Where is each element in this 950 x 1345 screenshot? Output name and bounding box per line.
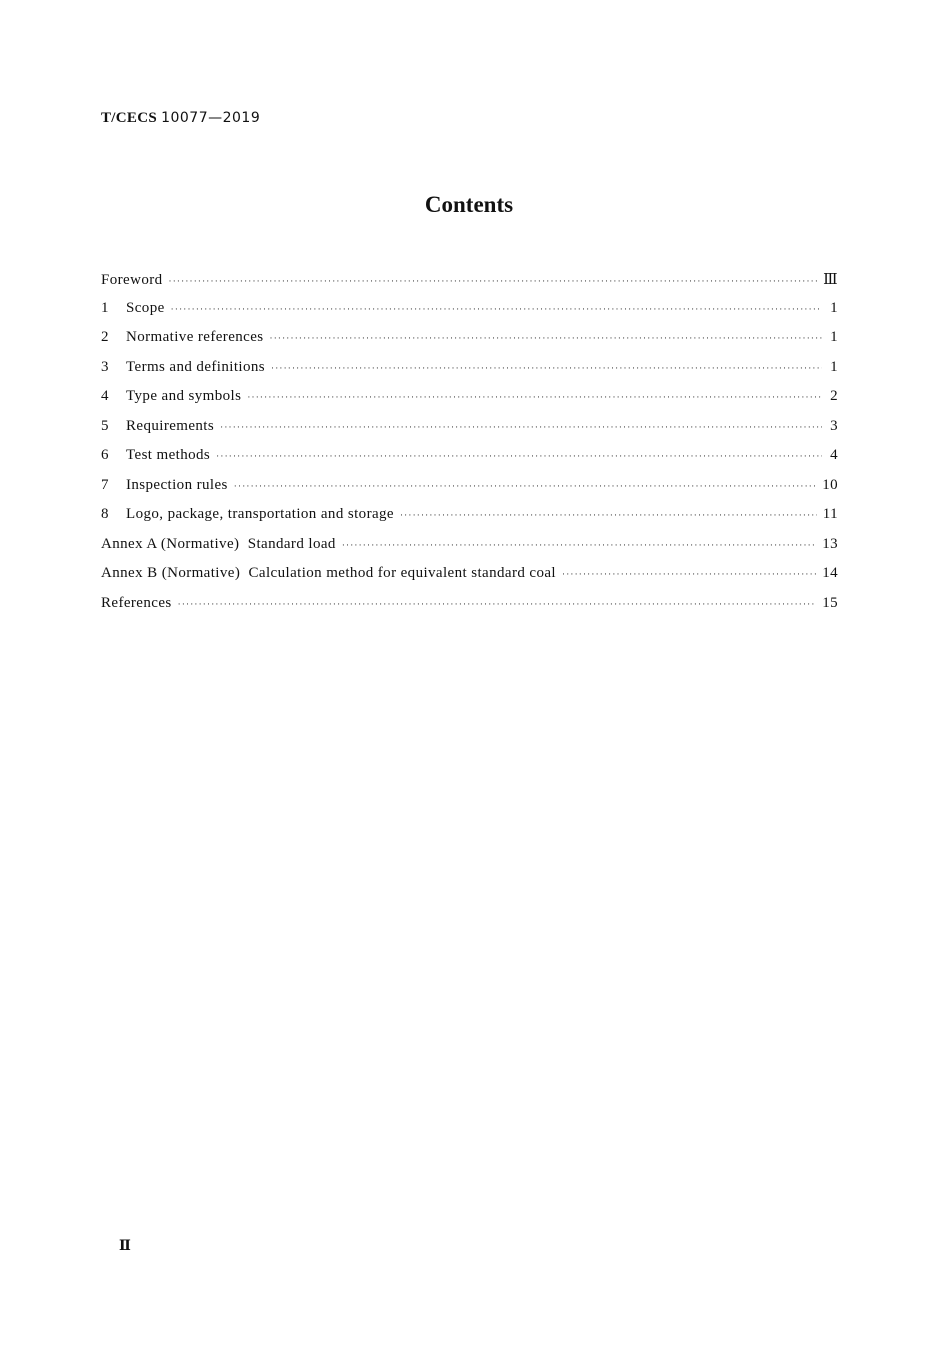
toc-section-number: 2 — [101, 329, 109, 345]
toc-row-annex-b[interactable] — [101, 565, 838, 595]
toc-page-number: 4 — [830, 447, 838, 463]
toc-section-number: 4 — [101, 388, 109, 404]
document-code — [101, 110, 260, 127]
toc-row-logo-package-transportation-storage[interactable] — [101, 506, 838, 536]
toc-page-number: 10 — [822, 476, 838, 493]
toc-row-references[interactable] — [101, 595, 838, 625]
toc-leader-dots — [178, 599, 817, 609]
footer-page-number: Ⅱ — [119, 1239, 131, 1254]
toc-label: Logo, package, transportation and storage — [126, 506, 394, 522]
toc-row-terms-and-definitions[interactable] — [101, 359, 838, 389]
toc-leader-dots — [270, 333, 822, 343]
toc-leader-dots — [247, 392, 822, 402]
toc-leader-dots — [271, 363, 822, 373]
toc-section-number: 6 — [101, 447, 109, 463]
toc-leader-dots — [169, 276, 818, 286]
toc-label: Terms and definitions — [126, 358, 265, 375]
toc-leader-dots — [171, 304, 822, 314]
toc-page-number: 1 — [830, 299, 838, 316]
toc-label: Normative references — [126, 329, 264, 345]
toc-label: Inspection rules — [126, 476, 228, 493]
toc-leader-dots — [562, 569, 816, 579]
toc-page-number: 14 — [822, 565, 838, 581]
toc-page-number: 1 — [830, 358, 838, 375]
toc-label: Foreword — [101, 272, 163, 288]
toc-row-normative-references[interactable] — [101, 329, 838, 359]
toc-leader-dots — [234, 481, 816, 491]
toc-label: References — [101, 594, 172, 611]
toc-row-scope[interactable] — [101, 300, 838, 330]
toc-page-number: 1 — [830, 329, 838, 345]
toc-page-number: Ⅲ — [823, 272, 838, 288]
toc-row-inspection-rules[interactable] — [101, 477, 838, 507]
toc-row-foreword[interactable] — [101, 270, 838, 300]
toc-row-test-methods[interactable] — [101, 447, 838, 477]
toc-section-number: 7 — [101, 476, 109, 493]
page-title: Contents — [424, 192, 514, 217]
document-code-number: 10077—2019 — [161, 110, 261, 126]
toc-page-number: 15 — [822, 594, 838, 611]
toc-label: Test methods — [126, 447, 211, 463]
document-code-prefix: T/CECS — [101, 110, 157, 126]
toc-page-number: 3 — [830, 417, 838, 434]
toc-row-annex-a[interactable] — [101, 536, 838, 566]
toc-page-number: 2 — [830, 388, 838, 404]
toc-section-number: 3 — [101, 358, 109, 375]
toc-section-number: 1 — [101, 299, 109, 316]
toc-label: Requirements — [126, 417, 215, 434]
toc-label: Scope — [126, 299, 165, 316]
toc-leader-dots — [216, 451, 822, 461]
toc-label: Annex B (Normative) Calculation method for equivalent standard coal — [101, 565, 556, 581]
toc-section-number: 5 — [101, 417, 109, 434]
toc-label: Type and symbols — [126, 388, 242, 404]
toc-page-number: 13 — [822, 535, 838, 552]
toc-leader-dots — [342, 540, 816, 550]
toc-section-number: 8 — [101, 506, 109, 522]
toc-leader-dots — [400, 510, 817, 520]
toc-row-requirements[interactable] — [101, 418, 838, 448]
toc-leader-dots — [220, 422, 822, 432]
table-of-contents — [101, 270, 838, 624]
toc-label: Annex A (Normative) Standard load — [101, 535, 336, 552]
toc-row-type-and-symbols[interactable] — [101, 388, 838, 418]
toc-page-number: 11 — [822, 506, 838, 522]
